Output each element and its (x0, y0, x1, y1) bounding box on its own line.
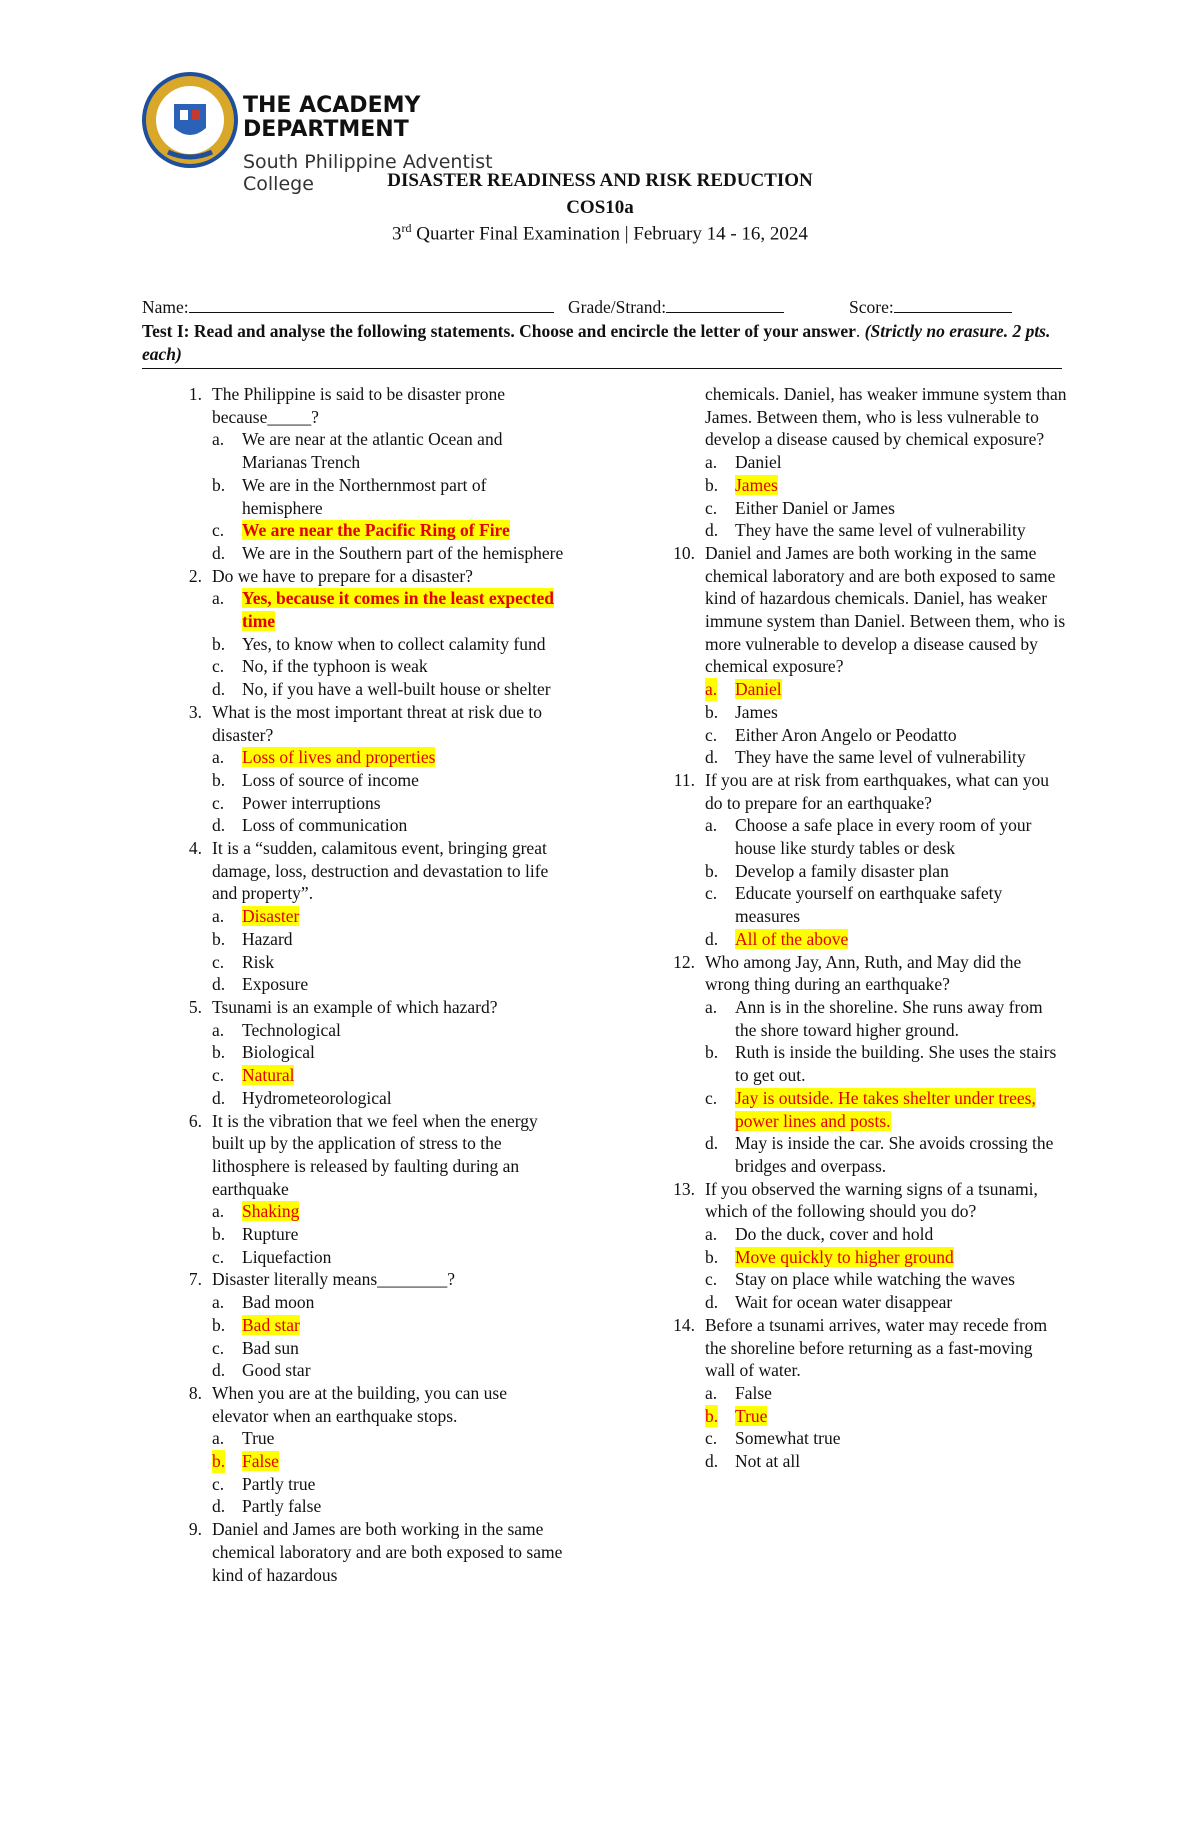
option-text: Move quickly to higher ground (735, 1246, 954, 1267)
q-option[interactable] (172, 1041, 567, 1064)
option-letter: d. (705, 928, 719, 949)
option-text: Daniel (735, 452, 782, 473)
option-text: Ann is in the shoreline. She runs away from the shore toward higher ground. (735, 996, 1043, 1040)
option-text: Hazard (242, 928, 293, 949)
questions-right-column (665, 383, 1067, 1473)
option-letter: b. (705, 1042, 719, 1063)
q-option-answer[interactable] (172, 519, 567, 542)
option-letter: b. (212, 769, 226, 790)
question-number: 2. (188, 565, 202, 586)
option-text: James (735, 474, 778, 495)
option-letter: c. (212, 792, 225, 813)
question (172, 996, 567, 1019)
q-option[interactable] (172, 678, 567, 701)
question-text: If you are at risk from earthquakes, what can you do to prepare for an earthquake? (705, 769, 1050, 813)
exam-ordinal-suffix: rd (401, 221, 412, 235)
option-text: Loss of communication (242, 815, 408, 836)
q-option[interactable] (172, 1223, 567, 1246)
option-text: Not at all (735, 1451, 801, 1472)
option-letter: c. (212, 951, 225, 972)
question-text: Tsunami is an example of which hazard? (212, 996, 498, 1017)
question (172, 837, 567, 905)
q-option[interactable] (172, 951, 567, 974)
question-number: 11. (673, 769, 695, 790)
option-text: Bad star (242, 1314, 300, 1335)
option-letter: d. (212, 974, 226, 995)
q9-option-answer[interactable] (665, 474, 1067, 497)
question-number: 3. (188, 701, 202, 722)
question (172, 1110, 567, 1201)
question-text: Disaster literally means________? (212, 1269, 455, 1290)
option-text: Wait for ocean water disappear (735, 1292, 953, 1313)
option-letter: c. (212, 1337, 225, 1358)
q-option[interactable] (665, 701, 1067, 724)
option-letter: b. (705, 701, 719, 722)
option-text: Either Aron Angelo or Peodatto (735, 724, 957, 745)
name-field[interactable] (142, 296, 554, 318)
q-option-answer[interactable] (665, 1246, 1067, 1269)
question (665, 1314, 1067, 1382)
instructions-note: (Strictly no erasure. 2 pts. each) (142, 321, 1051, 364)
q-option-answer[interactable] (665, 678, 1067, 701)
instructions-period: . (855, 321, 861, 341)
q9-option[interactable] (665, 497, 1067, 520)
option-letter: c. (212, 520, 225, 541)
question (665, 951, 1067, 996)
q-option[interactable] (665, 996, 1067, 1041)
exam-ordinal: 3 (392, 223, 402, 245)
q-option[interactable] (172, 1359, 567, 1382)
option-letter: a. (212, 747, 225, 768)
option-text: James (735, 701, 778, 722)
option-letter: a. (705, 1224, 718, 1245)
question-text: If you observed the warning signs of a tsunami, which of the following should you do? (705, 1178, 1038, 1222)
option-text: Either Daniel or James (735, 497, 895, 518)
option-text: Educate yourself on earthquake safety measures (735, 883, 1003, 927)
q-option[interactable] (665, 814, 1067, 859)
q-option[interactable] (172, 474, 567, 519)
option-letter: a. (212, 906, 225, 927)
option-text: Technological (242, 1019, 341, 1040)
question-9-continued: chemicals. Daniel, has weaker immune system than James. Between them, who is less vulnerable to develop a disease caused by chemical exposure? (705, 384, 1067, 450)
question-number: 13. (673, 1178, 695, 1199)
option-letter: d. (212, 1360, 226, 1381)
option-text: Stay on place while watching the waves (735, 1269, 1015, 1290)
option-letter: a. (212, 1428, 225, 1449)
option-text: They have the same level of vulnerability (735, 520, 1026, 541)
option-letter: c. (705, 497, 718, 518)
q-option[interactable] (665, 1223, 1067, 1246)
name-label: Name: (142, 297, 189, 317)
school-name-line2: College (243, 173, 314, 195)
question-text: It is a “sudden, calamitous event, bringing great damage, loss, destruction and devastation to life and property”. (212, 838, 549, 904)
org-name-line2: DEPARTMENT (243, 117, 409, 142)
question-number: 10. (673, 542, 695, 563)
option-text: Natural (242, 1065, 295, 1086)
option-letter: d. (705, 520, 719, 541)
q-option[interactable] (172, 769, 567, 792)
name-blank[interactable] (189, 296, 554, 313)
question-text: Before a tsunami arrives, water may recede from the shoreline before returning as a fast-moving wall of water. (705, 1314, 1048, 1381)
q-option-answer[interactable] (172, 1200, 567, 1223)
option-text: Loss of source of income (242, 769, 419, 790)
score-field[interactable] (849, 296, 1012, 318)
option-letter: c. (212, 1246, 225, 1267)
option-text: No, if you have a well-built house or shelter (242, 679, 551, 700)
question-number: 1. (188, 384, 202, 404)
option-letter: c. (705, 724, 718, 745)
question-text: Daniel and James are both working in the same chemical laboratory and are both exposed to same kind of hazardous chemicals. Daniel, has weaker immune system than Daniel. Between them, who is more vulnerable to develop a disease caused by chemical exposure? (705, 542, 1066, 677)
option-letter: b. (212, 1224, 226, 1245)
option-text: False (735, 1382, 772, 1403)
q-option-answer[interactable] (665, 928, 1067, 951)
option-text: Loss of lives and properties (242, 747, 436, 768)
question-text: The Philippine is said to be disaster prone because_____? (212, 384, 506, 427)
option-text: May is inside the car. She avoids crossing the bridges and overpass. (735, 1133, 1054, 1176)
q-option[interactable] (665, 724, 1067, 747)
option-letter: c. (212, 1473, 225, 1494)
grade-strand-field[interactable] (568, 296, 784, 318)
option-letter: b. (212, 1314, 226, 1335)
question-text: When you are at the building, you can use elevator when an earthquake stops. (212, 1382, 507, 1426)
option-letter: a. (212, 1201, 225, 1222)
q-option[interactable] (172, 1337, 567, 1360)
option-text: True (242, 1428, 275, 1449)
option-letter: a. (212, 1292, 225, 1313)
q-option-answer[interactable] (172, 1450, 567, 1473)
option-letter: a. (212, 588, 225, 609)
q-option[interactable] (172, 1495, 567, 1518)
q-option[interactable] (172, 973, 567, 996)
option-text: Bad moon (242, 1292, 315, 1313)
q-option[interactable] (172, 428, 567, 473)
question-text: What is the most important threat at risk due to disaster? (212, 701, 542, 745)
option-letter: a. (705, 679, 718, 700)
q-option[interactable] (172, 655, 567, 678)
question (172, 1382, 567, 1427)
q-option[interactable] (665, 1382, 1067, 1405)
exam-title: DISASTER READINESS AND RISK REDUCTION (387, 170, 813, 191)
question-number: 5. (188, 996, 202, 1017)
q9-option[interactable] (665, 451, 1067, 474)
option-text: Yes, to know when to collect calamity fund (242, 633, 546, 654)
q-option[interactable] (172, 792, 567, 815)
grade-strand-blank[interactable] (666, 296, 784, 313)
option-letter: a. (705, 1382, 718, 1403)
exam-schedule (0, 221, 1200, 245)
option-text: We are in the Northernmost part of hemisphere (242, 474, 487, 518)
option-text: Daniel (735, 679, 782, 700)
option-letter: d. (212, 542, 226, 563)
option-text: Partly true (242, 1473, 316, 1494)
option-letter: b. (705, 1246, 719, 1267)
option-letter: b. (212, 1451, 226, 1472)
option-letter: b. (212, 928, 226, 949)
question (172, 701, 567, 746)
question-number: 7. (188, 1269, 202, 1290)
question (665, 542, 1067, 678)
questions-left-column (172, 383, 567, 1586)
option-letter: c. (212, 656, 225, 677)
q-option-answer[interactable] (172, 1314, 567, 1337)
option-letter: d. (212, 1087, 226, 1108)
option-letter: a. (705, 452, 718, 473)
q-option[interactable] (172, 1473, 567, 1496)
option-letter: b. (212, 1042, 226, 1063)
q-option[interactable] (172, 633, 567, 656)
q-option[interactable] (172, 1246, 567, 1269)
question-text: Do we have to prepare for a disaster? (212, 565, 473, 586)
option-text: We are near the Pacific Ring of Fire (242, 520, 510, 541)
question-number: 8. (188, 1382, 202, 1403)
question (665, 1178, 1067, 1223)
option-letter: a. (705, 996, 718, 1017)
q-option[interactable] (665, 1268, 1067, 1291)
option-text: Somewhat true (735, 1428, 841, 1449)
academy-seal-logo (140, 70, 240, 170)
question-number: 4. (188, 838, 202, 859)
option-text: Disaster (242, 906, 300, 927)
q9-option[interactable] (665, 519, 1067, 542)
q-option[interactable] (665, 1132, 1067, 1177)
option-letter: d. (705, 747, 719, 768)
instructions-main: Test I: Read and analyse the following statements. Choose and encircle the letter of your answer (142, 321, 856, 341)
option-letter: a. (212, 429, 225, 450)
option-letter: d. (212, 679, 226, 700)
question-number: 14. (673, 1314, 695, 1335)
option-text: Good star (242, 1360, 311, 1381)
score-blank[interactable] (894, 296, 1012, 313)
school-name-line1: South Philippine Adventist (243, 151, 493, 173)
question (665, 769, 1067, 814)
option-text: Shaking (242, 1201, 300, 1222)
option-text: Yes, because it comes in the least expected time (242, 588, 555, 632)
option-letter: b. (705, 474, 719, 495)
q-option-answer[interactable] (172, 587, 567, 632)
option-letter: c. (705, 1269, 718, 1290)
q-option-answer[interactable] (665, 1405, 1067, 1428)
option-text: We are in the Southern part of the hemisphere (242, 542, 564, 563)
q-option-answer[interactable] (665, 1087, 1067, 1132)
option-text: Do the duck, cover and hold (735, 1224, 934, 1245)
question (172, 1268, 567, 1291)
option-letter: d. (705, 1451, 719, 1472)
grade-strand-label: Grade/Strand: (568, 297, 667, 317)
option-letter: b. (705, 860, 719, 881)
option-text: Biological (242, 1042, 315, 1063)
q-option[interactable] (172, 1087, 567, 1110)
question (172, 1518, 567, 1586)
option-text: True (735, 1405, 768, 1426)
option-text: Liquefaction (242, 1246, 332, 1267)
option-text: Partly false (242, 1496, 322, 1517)
option-letter: d. (212, 1496, 226, 1517)
option-text: Develop a family disaster plan (735, 860, 949, 881)
org-name-line1: THE ACADEMY (243, 93, 421, 118)
option-letter: d. (705, 1133, 719, 1154)
q-option[interactable] (172, 542, 567, 565)
option-text: Bad sun (242, 1337, 299, 1358)
question-number: 6. (188, 1110, 202, 1131)
org-name (243, 94, 420, 142)
question-text: Who among Jay, Ann, Ruth, and May did the wrong thing during an earthquake? (705, 951, 1022, 995)
option-letter: b. (705, 1405, 719, 1426)
option-text: No, if the typhoon is weak (242, 656, 428, 677)
option-letter: b. (212, 474, 226, 495)
option-text: False (242, 1451, 279, 1472)
q-option[interactable] (172, 1291, 567, 1314)
q-option[interactable] (172, 1427, 567, 1450)
option-text: Hydrometeorological (242, 1087, 392, 1108)
option-letter: a. (212, 1019, 225, 1040)
question (172, 383, 567, 428)
q-option[interactable] (665, 746, 1067, 769)
q-option[interactable] (665, 1427, 1067, 1450)
option-text: Jay is outside. He takes shelter under trees, power lines and posts. (735, 1087, 1036, 1131)
q-option-answer[interactable] (172, 746, 567, 769)
option-text: We are near at the atlantic Ocean and Marianas Trench (242, 429, 503, 473)
option-letter: a. (705, 815, 718, 836)
option-text: They have the same level of vulnerability (735, 747, 1026, 768)
q-option[interactable] (665, 1291, 1067, 1314)
question-number: 9. (188, 1519, 202, 1540)
question-number: 12. (673, 951, 695, 972)
option-letter: d. (212, 815, 226, 836)
q-option[interactable] (665, 882, 1067, 927)
q-option[interactable] (172, 1019, 567, 1042)
option-letter: c. (705, 1087, 718, 1108)
option-text: Power interruptions (242, 792, 381, 813)
option-letter: b. (212, 633, 226, 654)
question (172, 565, 567, 588)
q-option-answer[interactable] (172, 905, 567, 928)
option-text: Choose a safe place in every room of your house like sturdy tables or desk (735, 815, 1032, 859)
option-text: Risk (242, 951, 275, 972)
q-option[interactable] (172, 814, 567, 837)
option-letter: c. (705, 1428, 718, 1449)
option-text: Ruth is inside the building. She uses the stairs to get out. (735, 1042, 1057, 1086)
score-label: Score: (849, 297, 894, 317)
question-text: Daniel and James are both working in the same chemical laboratory and are both exposed to same kind of hazardous (212, 1519, 563, 1585)
option-text: Exposure (242, 974, 309, 995)
exam-schedule-text: Quarter Final Examination | February 14 - 16, 2024 (411, 223, 808, 245)
option-text: Rupture (242, 1224, 299, 1245)
q-option[interactable] (665, 1450, 1067, 1473)
option-letter: d. (705, 1292, 719, 1313)
course-code: COS10a (566, 197, 634, 218)
q-option[interactable] (172, 928, 567, 951)
option-letter: c. (705, 883, 718, 904)
q-option[interactable] (665, 1041, 1067, 1086)
test-instructions (142, 320, 1062, 369)
option-text: All of the above (735, 928, 849, 949)
option-letter: c. (212, 1065, 225, 1086)
question-text: It is the vibration that we feel when the energy built up by the application of stress to the lithosphere is released by faulting during an earthquake (212, 1110, 538, 1199)
q-option-answer[interactable] (172, 1064, 567, 1087)
q-option[interactable] (665, 860, 1067, 883)
